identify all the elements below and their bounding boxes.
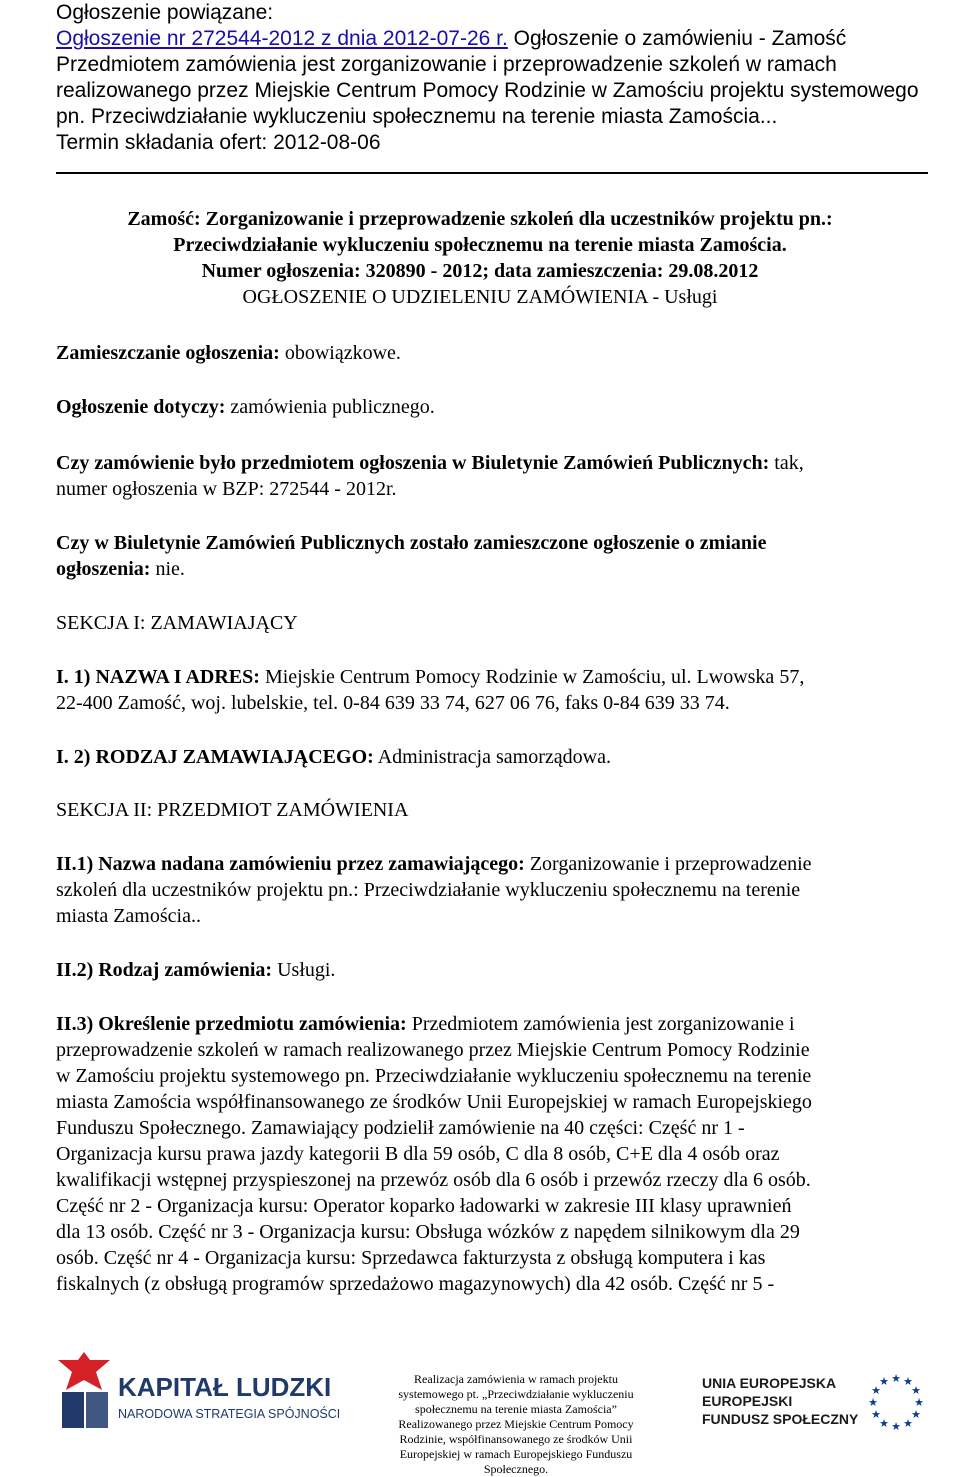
related-deadline: Termin składania ofert: 2012-08-06 <box>56 131 381 154</box>
kl-logo-title: KAPITAŁ LUDZKI <box>118 1372 332 1402</box>
bzp-field: Czy zamówienie było przedmiotem ogłoszenia w Biuletynie Zamówień Publicznych: tak, <box>56 452 804 474</box>
footer-note-line: Realizowanego przez Miejskie Centrum Pomocy <box>398 1417 634 1431</box>
footer-note-line: Społecznego. <box>483 1462 549 1476</box>
footer-note-line: Europejskiej w ramach Europejskiego Funduszu <box>399 1447 633 1461</box>
footer-note-line: systemowego pt. „Przeciwdziałanie wykluczeniu <box>398 1387 634 1401</box>
svg-text:★: ★ <box>903 1376 913 1388</box>
concerns-field: Ogłoszenie dotyczy: zamówienia publicznego. <box>56 396 435 418</box>
kapital-ludzki-logo <box>56 1352 346 1432</box>
related-line-2: Przedmiotem zamówienia jest zorganizowanie i przeprowadzenie szkoleń w ramach <box>56 53 837 76</box>
eu-logo-line-1: UNIA EUROPEJSKA <box>702 1375 837 1391</box>
title-line-1: Zamość: Zorganizowanie i przeprowadzenie szkoleń dla uczestników projektu pn.: <box>127 208 833 230</box>
eu-flag-stars-icon <box>868 1373 924 1433</box>
order-description-line: Część nr 2 - Organizacja kursu: Operator koparko ładowarki w zakresie III klasy uprawnień <box>56 1195 792 1217</box>
order-description-line: przeprowadzenie szkoleń w ramach realizowanego przez Miejskie Centrum Pomocy Rodzinie <box>56 1039 810 1061</box>
related-label: Ogłoszenie powiązane: <box>56 1 274 24</box>
contracting-type: I. 2) RODZAJ ZAMAWIAJĄCEGO: Administracja samorządowa. <box>56 746 611 768</box>
svg-text:★: ★ <box>911 1385 921 1397</box>
kl-star-mark-icon <box>58 1352 110 1428</box>
order-description-line: w Zamościu projektu systemowego pn. Przeciwdziałanie wykluczeniu społecznemu na terenie <box>56 1065 812 1087</box>
order-description-line: Organizacja kursu prawa jazdy kategorii B dla 59 osób, C dla 8 osób, C+E dla 4 osób oraz <box>56 1143 780 1165</box>
svg-text:★: ★ <box>891 1421 901 1433</box>
order-description-line: miasta Zamościa współfinansowanego ze środków Unii Europejskiej w ramach Europejskiego <box>56 1091 812 1113</box>
order-description-line: osób. Część nr 4 - Organizacja kursu: Sprzedawca fakturzysta z obsługą komputera i kas <box>56 1247 766 1269</box>
order-name-line-1: II.1) Nazwa nadana zamówieniu przez zamawiającego: Zorganizowanie i przeprowadzenie <box>56 853 812 875</box>
change-field-line-2: ogłoszenia: nie. <box>56 558 185 580</box>
section-2-heading: SEKCJA II: PRZEDMIOT ZAMÓWIENIA <box>56 799 409 821</box>
eu-esf-logo <box>700 1360 940 1440</box>
name-address-line-2: 22-400 Zamość, woj. lubelskie, tel. 0-84 639 33 74, 627 06 76, faks 0-84 639 33 74. <box>56 692 730 714</box>
order-name-line-2: szkoleń dla uczestników projektu pn.: Przeciwdziałanie wykluczeniu społecznemu na terenie <box>56 879 801 901</box>
bzp-number: numer ogłoszenia w BZP: 272544 - 2012r. <box>56 478 397 500</box>
svg-text:★: ★ <box>879 1418 889 1430</box>
title-line-4: OGŁOSZENIE O UDZIELENIU ZAMÓWIENIA - Usługi <box>242 286 718 308</box>
footer-note-line: społecznemu na terenie miasta Zamościa” <box>415 1402 617 1416</box>
svg-text:★: ★ <box>914 1397 924 1409</box>
eu-logo-line-3: FUNDUSZ SPOŁECZNY <box>702 1411 859 1427</box>
svg-text:★: ★ <box>911 1409 921 1421</box>
footer-note-line: Realizacja zamówienia w ramach projektu <box>414 1372 618 1386</box>
svg-text:★: ★ <box>879 1376 889 1388</box>
section-1-heading: SEKCJA I: ZAMAWIAJĄCY <box>56 612 298 634</box>
change-field-line-1: Czy w Biuletynie Zamówień Publicznych zostało zamieszczone ogłoszenie o zmianie <box>56 532 767 554</box>
name-address-line-1: I. 1) NAZWA I ADRES: Miejskie Centrum Pomocy Rodzinie w Zamościu, ul. Lwowska 57, <box>56 666 805 688</box>
kl-logo-subtitle: NARODOWA STRATEGIA SPÓJNOŚCI <box>118 1407 341 1421</box>
order-type: II.2) Rodzaj zamówienia: Usługi. <box>56 959 336 981</box>
order-description-line: fiskalnych (z obsługą programów sprzedażowo magazynowych) dla 42 osób. Część nr 5 - <box>56 1273 775 1295</box>
svg-text:★: ★ <box>871 1409 881 1421</box>
title-line-2: Przeciwdziałanie wykluczeniu społecznemu na terenie miasta Zamościa. <box>173 234 787 256</box>
order-description-line: kwalifikacji wstępnej przyspieszonej na przewóz osób dla 6 osób i przewóz rzeczy dla 6 osób. <box>56 1169 811 1191</box>
eu-logo-line-2: EUROPEJSKI <box>702 1393 793 1409</box>
order-description-line: Funduszu Społecznego. Zamawiający podzielił zamówienie na 40 części: Część nr 1 - <box>56 1117 745 1139</box>
order-description-line: dla 13 osób. Część nr 3 - Organizacja kursu: Obsługa wózków z napędem silnikowym dla 29 <box>56 1221 800 1243</box>
order-description-line-1: II.3) Określenie przedmiotu zamówienia: Przedmiotem zamówienia jest zorganizowanie i <box>56 1013 795 1035</box>
svg-text:★: ★ <box>891 1373 901 1385</box>
related-line-3: realizowanego przez Miejskie Centrum Pomocy Rodzinie w Zamościu projektu systemowego <box>56 79 919 102</box>
footer-note <box>396 1372 636 1477</box>
related-notice-link[interactable]: Ogłoszenie nr 272544-2012 z dnia 2012-07-26 r. <box>56 27 508 50</box>
placement-field: Zamieszczanie ogłoszenia: obowiązkowe. <box>56 342 401 364</box>
svg-text:★: ★ <box>903 1418 913 1430</box>
svg-text:★: ★ <box>871 1385 881 1397</box>
title-line-3: Numer ogłoszenia: 320890 - 2012; data zamieszczenia: 29.08.2012 <box>201 260 759 282</box>
related-line-1: Ogłoszenie nr 272544-2012 z dnia 2012-07-26 r. Ogłoszenie o zamówieniu - Zamość <box>56 27 847 50</box>
footer-note-line: Rodzinie, współfinansowanego ze środków Unii <box>399 1432 633 1446</box>
order-name-line-3: miasta Zamościa.. <box>56 905 201 927</box>
svg-text:★: ★ <box>868 1397 878 1409</box>
divider <box>56 172 928 174</box>
related-line-4: pn. Przeciwdziałanie wykluczeniu społecznemu na terenie miasta Zamościa... <box>56 105 778 128</box>
